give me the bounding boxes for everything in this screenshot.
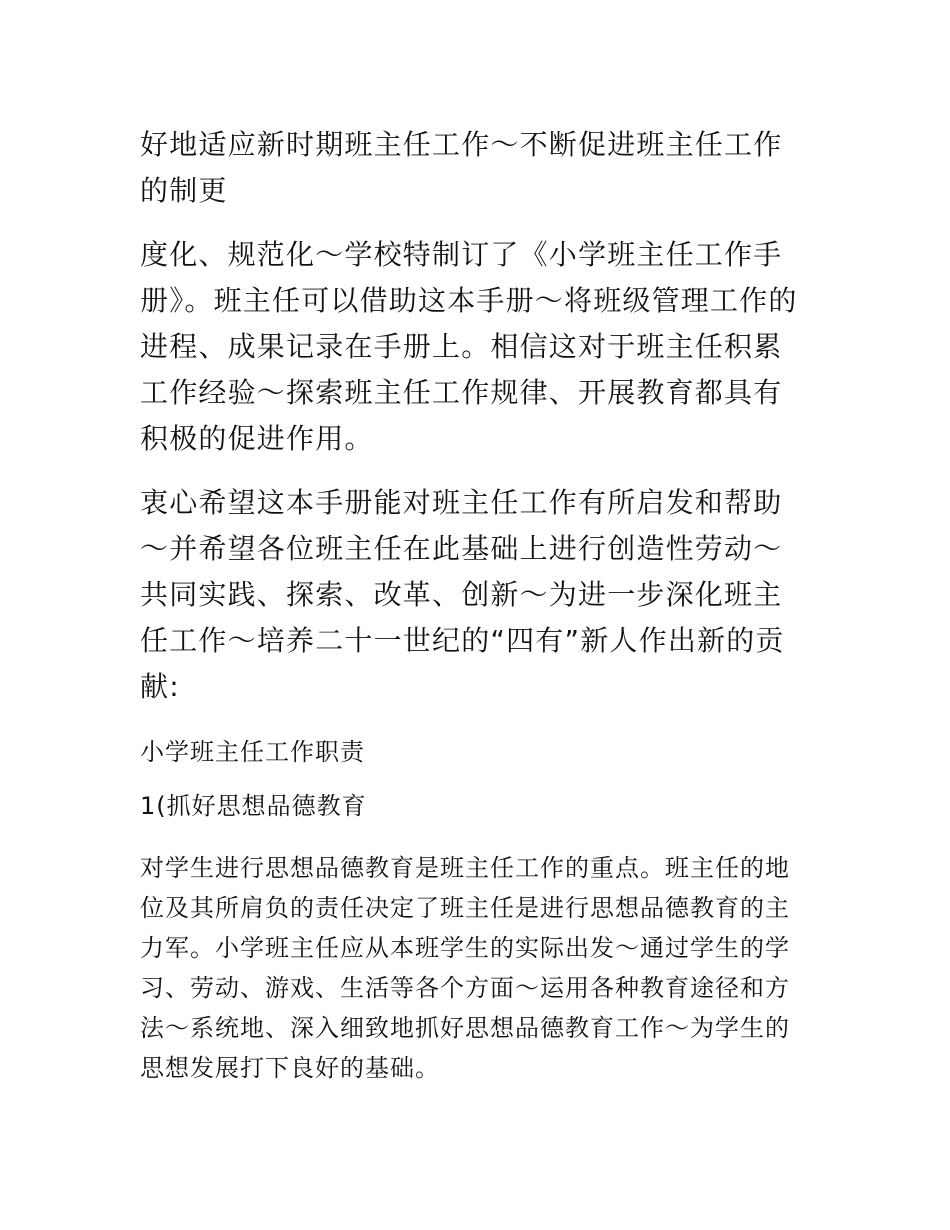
document-page (140, 122, 810, 1088)
paragraph-moral-education: 对学生进行思想品德教育是班主任工作的重点。班主任的地位及其所肩负的责任决定了班主任是进行思想品德教育的主力军。小学班主任应从本班学生的实际出发～通过学生的学习、劳动、游戏、生活等各个方面～运用各种教育途径和方法～系统地、深入细致地抓好思想品德教育工作～为学生的思想发展打下良好的基础。 (140, 854, 790, 1082)
section-heading-duties: 小学班主任工作职责 (140, 738, 365, 766)
paragraph-handbook-purpose: 度化、规范化～学校特制订了《小学班主任工作手册》。班主任可以借助这本手册～将班级管理工作的进程、成果记录在手册上。相信这对于班主任积累工作经验～探索班主任工作规律、开展教育都具有积极的促进作用。 (140, 238, 798, 455)
paragraph-intro-continuation: 好地适应新时期班主任工作～不断促进班主任工作的制更 (140, 128, 783, 207)
paragraph-hope: 衷心希望这本手册能对班主任工作有所启发和帮助～并希望各位班主任在此基础上进行创造性劳动～共同实践、探索、改革、创新～为进一步深化班主任工作～培养二十一世纪的“四有”新人作出新的贡献: (140, 486, 785, 703)
subheading-moral-education: 1(抓好思想品德教育 (140, 792, 367, 820)
